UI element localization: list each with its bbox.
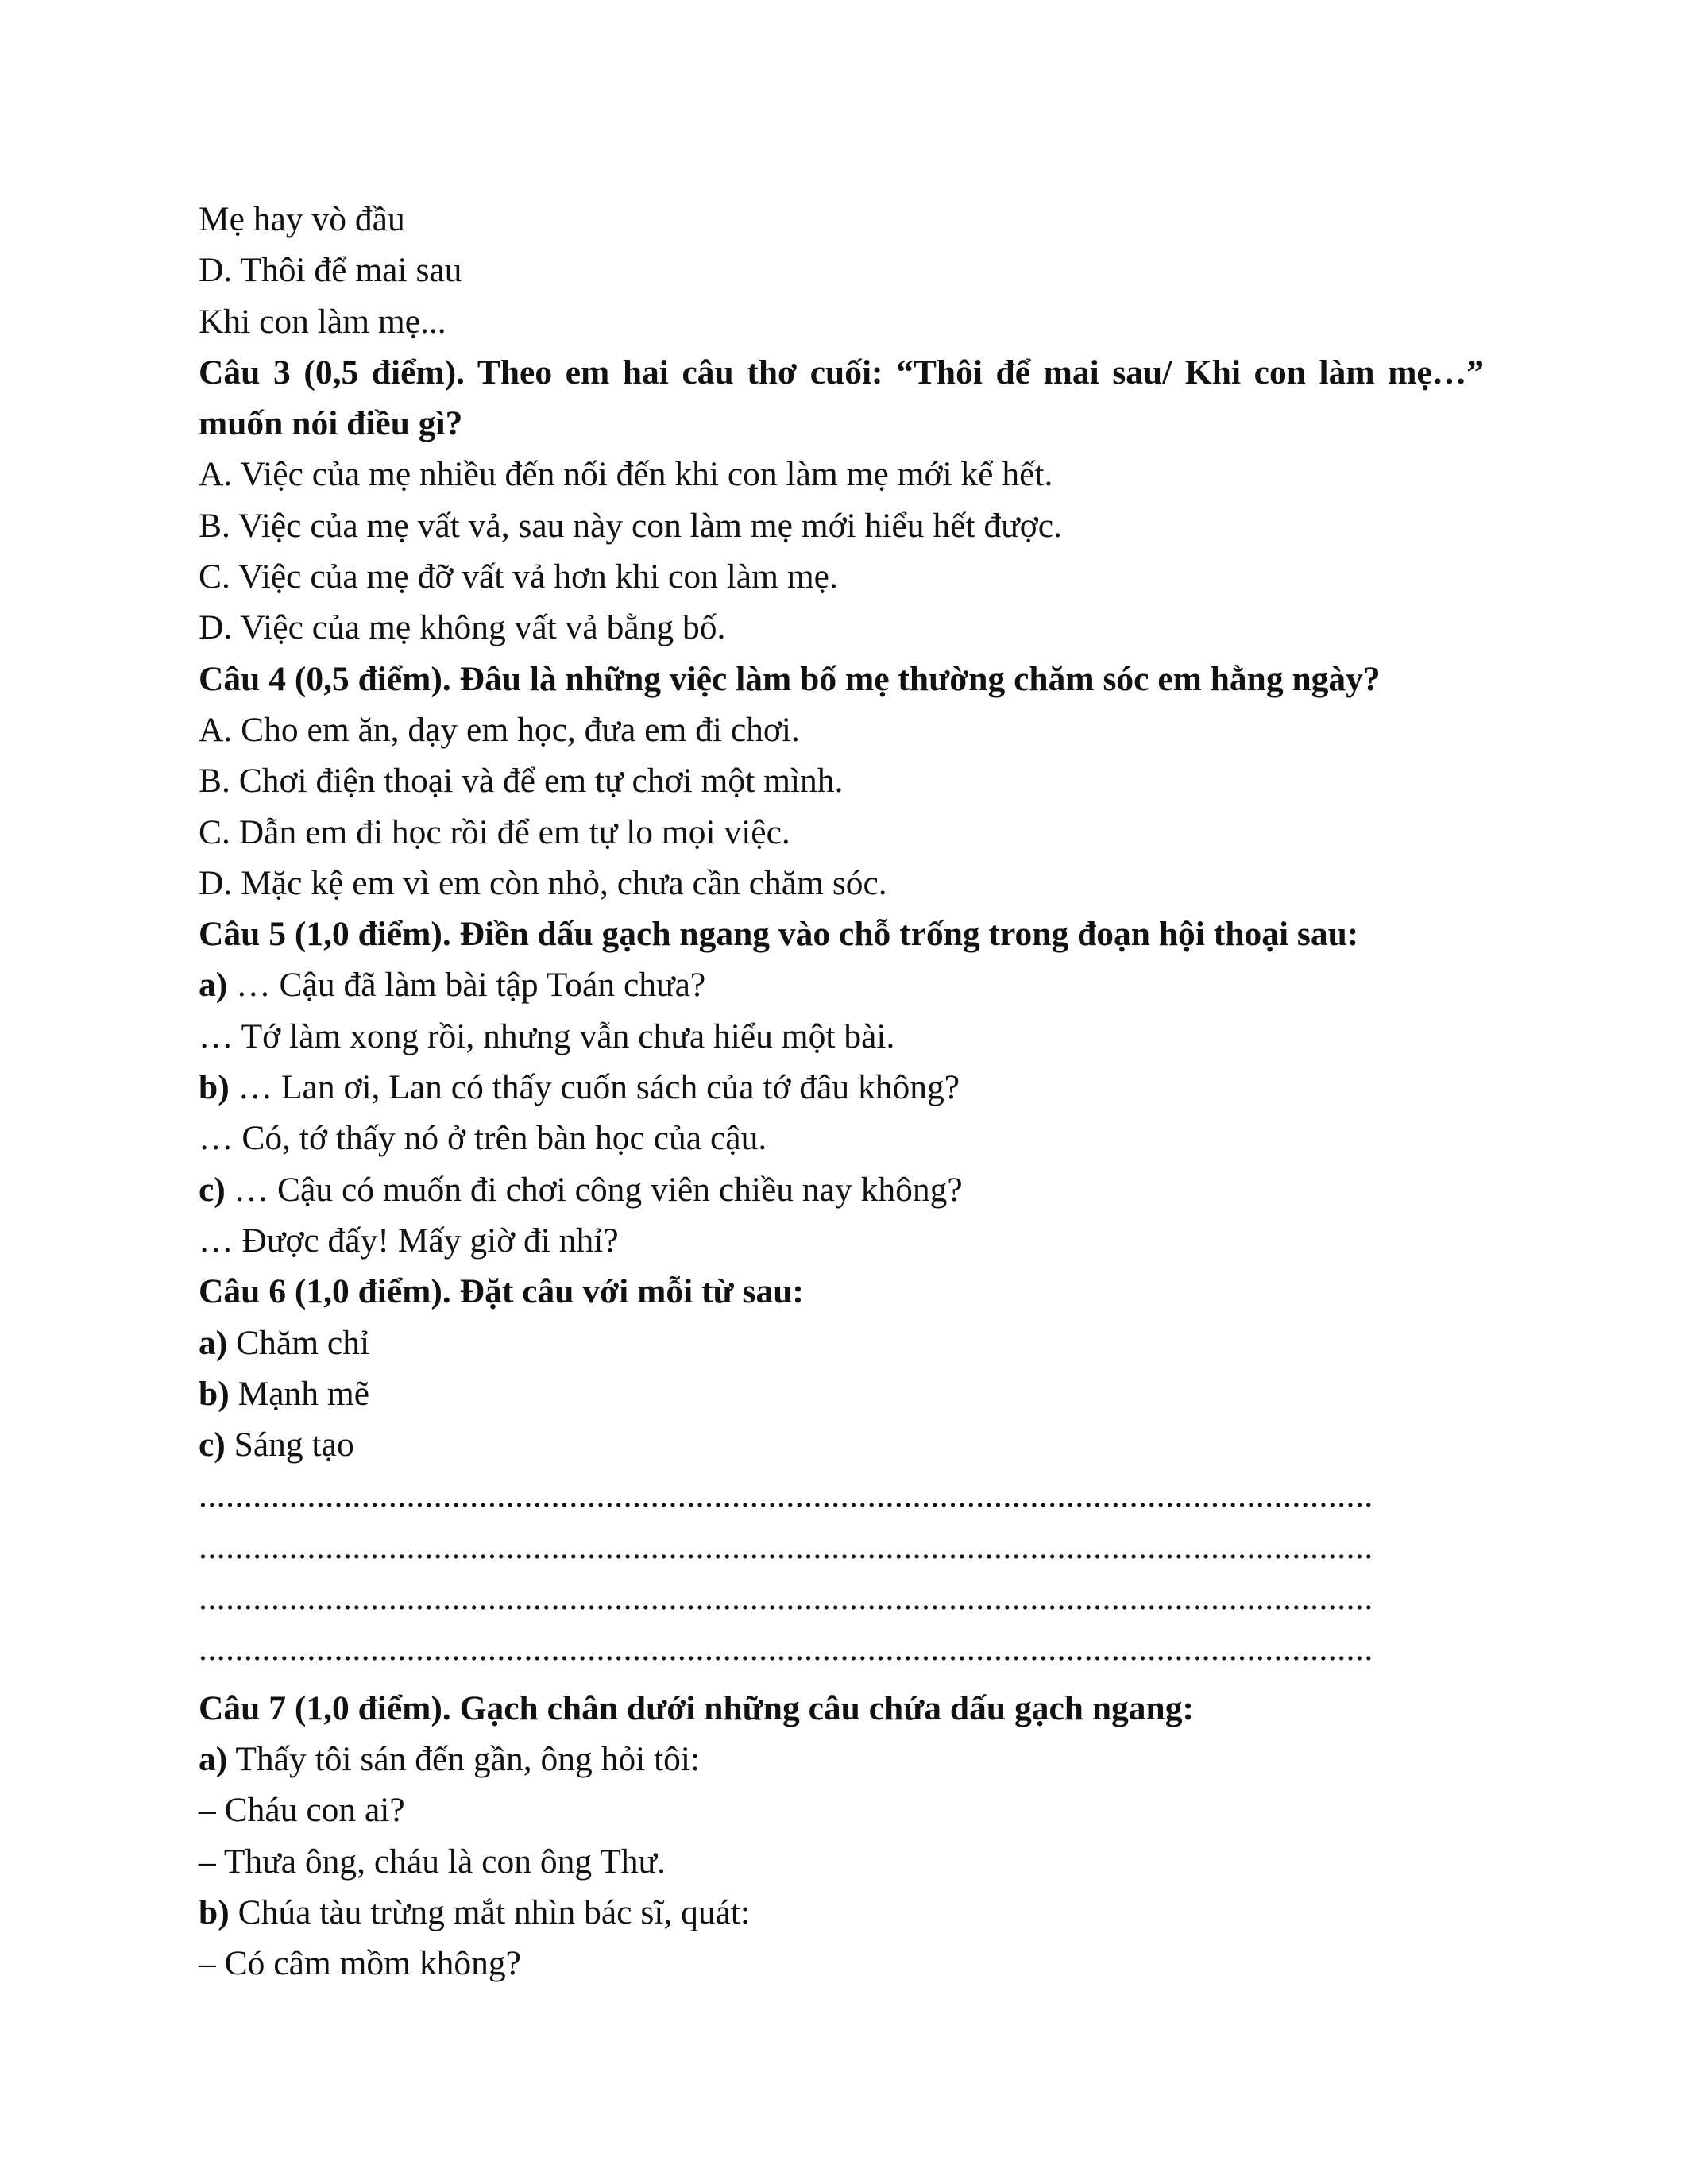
spacer <box>199 1675 1484 1683</box>
q3-option-a: A. Việc của mẹ nhiều đến nối đến khi con làm mẹ mới kể hết. <box>199 455 1053 494</box>
item-label: a) <box>199 1739 228 1778</box>
q5-item-c-line2: … Được đấy! Mấy giờ đi nhỉ? <box>199 1221 619 1260</box>
question-3-title: Câu 3 (0,5 điểm). Theo em hai câu thơ cuối: “Thôi để mai sau/ Khi con làm mẹ…” muốn nói điều gì? <box>199 353 1484 443</box>
item-text: Chăm chỉ <box>227 1323 370 1362</box>
question-5-title: Câu 5 (1,0 điểm). Điền dấu gạch ngang vào chỗ trống trong đoạn hội thoại sau: <box>199 915 1359 954</box>
item-label: a) <box>199 966 228 1005</box>
answer-line-2[interactable]: .................................................................................................................................. <box>199 1527 1373 1566</box>
q3-option-b: B. Việc của mẹ vất vả, sau này con làm mẹ mới hiểu hết được. <box>199 506 1062 545</box>
poem-line-2: D. Thôi để mai sau <box>199 251 462 290</box>
q7-item-b <box>199 1887 1484 1938</box>
q4-option-a: A. Cho em ăn, dạy em học, đưa em đi chơi. <box>199 710 800 749</box>
item-text: Sáng tạo <box>225 1426 354 1464</box>
q5-item-c-line1 <box>199 1164 1484 1215</box>
poem-line-3: Khi con làm mẹ... <box>199 302 446 341</box>
q5-item-a-line2: … Tớ làm xong rồi, nhưng vẫn chưa hiểu một bài. <box>199 1017 895 1055</box>
item-text: Thấy tôi sán đến gần, ông hỏi tôi: <box>227 1739 701 1778</box>
item-label: b) <box>199 1068 230 1107</box>
q4-option-d: D. Mặc kệ em vì em còn nhỏ, chưa cần chăm sóc. <box>199 863 887 902</box>
item-text: Mạnh mẽ <box>229 1374 370 1413</box>
q3-option-c: C. Việc của mẹ đỡ vất vả hơn khi con làm mẹ. <box>199 558 838 596</box>
answer-line-4[interactable]: .................................................................................................................................. <box>199 1630 1373 1669</box>
q6-item-b <box>199 1368 1484 1419</box>
answer-line-3[interactable]: .................................................................................................................................. <box>199 1579 1373 1618</box>
dialogue-text: … Lan ơi, Lan có thấy cuốn sách của tớ đâu không? <box>229 1068 960 1107</box>
q7-b-dialogue-1: – Có câm mồm không? <box>199 1944 521 1983</box>
q7-item-a <box>199 1734 1484 1785</box>
q6-item-a <box>199 1318 1484 1368</box>
q5-item-b-line1 <box>199 1062 1484 1113</box>
question-7-title: Câu 7 (1,0 điểm). Gạch chân dưới những câu chứa dấu gạch ngang: <box>199 1688 1194 1727</box>
q5-item-a-line1 <box>199 959 1484 1010</box>
item-label: c) <box>199 1170 226 1209</box>
item-label: c) <box>199 1426 226 1464</box>
poem-line-1: Mẹ hay vò đầu <box>199 200 405 238</box>
q7-a-dialogue-1: – Cháu con ai? <box>199 1791 405 1830</box>
dialogue-text: … Cậu đã làm bài tập Toán chưa? <box>227 966 706 1005</box>
q4-option-b: B. Chơi điện thoại và để em tự chơi một mình. <box>199 762 844 801</box>
dialogue-text: … Cậu có muốn đi chơi công viên chiều nay không? <box>225 1170 963 1209</box>
item-label: b) <box>199 1374 230 1413</box>
q7-a-dialogue-2: – Thưa ông, cháu là con ông Thư. <box>199 1842 666 1881</box>
answer-line-1[interactable]: .................................................................................................................................. <box>199 1476 1373 1515</box>
question-4-title: Câu 4 (0,5 điểm). Đâu là những việc làm bố mẹ thường chăm sóc em hằng ngày? <box>199 659 1381 698</box>
q4-option-c: C. Dẫn em đi học rồi để em tự lo mọi việc. <box>199 812 790 851</box>
item-label: a) <box>199 1323 228 1362</box>
item-text: Chúa tàu trừng mắt nhìn bác sĩ, quát: <box>229 1893 751 1931</box>
q5-item-b-line2: … Có, tớ thấy nó ở trên bàn học của cậu. <box>199 1119 767 1158</box>
question-6-title: Câu 6 (1,0 điểm). Đặt câu với mỗi từ sau: <box>199 1272 804 1311</box>
q6-item-c <box>199 1419 1484 1470</box>
q3-option-d: D. Việc của mẹ không vất vả bằng bố. <box>199 608 726 647</box>
item-label: b) <box>199 1893 230 1931</box>
worksheet-content <box>199 194 1484 1989</box>
